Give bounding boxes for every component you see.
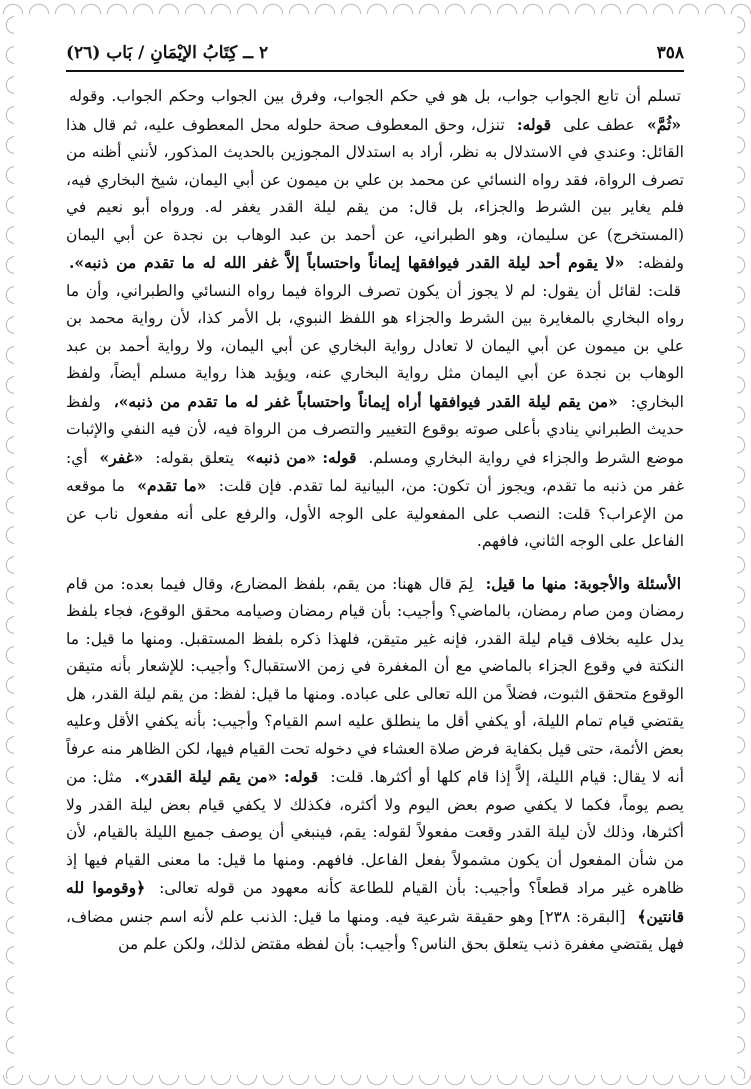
page-header	[66, 40, 684, 66]
paragraph-questions-answers	[66, 570, 684, 959]
decorative-border-left	[0, 10, 14, 1079]
decorative-border-right	[737, 10, 751, 1079]
running-title: ٢ ــ كِتَابُ الإيْمَانِ / بَاب (٢٦)	[66, 43, 269, 63]
text-run: يتعلق بقوله:	[155, 448, 235, 467]
text-run: لِمَ قال ههنا: من يقم، بلفظ المضارع، وقال فيما بعده: من قام رمضان ومن صام رمضان، بالماضي؟ وأجيب: بأن قيام رمضان وصيامه محقق الوقوع، فجاء بلفظ يدل عليه بخلاف قيام ليلة القدر، فإنه غير متيقن، فلهذا ذكره بلفظ المستقبل. ومنها ما قيل: ما النكتة في وقوع الجزاء بالماضي مع أن المغفرة في زمن الاستقبال؟ وأجيب: للإشعار بأنه متيقن الوقوع متحقق الثبوت، فضلاً من الله تعالى على عباده. ومنها ما قيل: لفظ: من يقم ليلة القدر، هل يقتضي قيام تمام الليلة، أو يكفي أقل ما ينطلق عليه اسم القيام؟ وأجيب: بأنه يكفي الأقل وعليه بعض الأئمة، حتى قيل بكفاية فرض صلاة العشاء في دخوله تحت القيام فيها، لكن الظاهر منه عرفاً أنه لا يقال: قيام الليلة، إلاَّ إذا قام كلها أو أكثرها. قلت:	[66, 574, 684, 786]
text-run: ما موقعه من الإعراب؟ قلت: النصب على المفعولية على الوجه الأول، والرفع على أنه مفعول ناب عن الفاعل على الوجه الثاني، فافهم.	[66, 477, 684, 550]
decorative-border-top	[0, 0, 751, 14]
bold-run: «ثُمَّ»	[647, 114, 682, 134]
text-run: تسلم أن تابع الجواب جواب، بل هو في حكم الجواب، وفرق بين الجواب وحكم الجواب. وقوله	[69, 87, 681, 105]
text-run: أي: غفر من ذنبه ما تقدم، ويجوز أن تكون: من، البيانية لما تقدم. فإن قلت:	[66, 448, 684, 495]
text-run: [البقرة: ٢٣٨] وهو حقيقة شرعية فيه. ومنها ما قيل: الذنب علم لأنه اسم جنس مضاف، فهل يقتضي مغفرة ذنب يتعلق بحق الناس؟ وأجيب: بأن لفظه مقتض لذلك، ولكن علم من	[66, 907, 684, 953]
paragraph-commentary	[66, 83, 684, 556]
text-run: ولفظ حديث الطبراني ينادي بأعلى صوته بوقوع التغيير والتصرف من الرواة فيه، لأن فيه النفي والإثبات موضع الشرط والجزاء في رواية البخاري ومسلم.	[66, 392, 684, 467]
header-divider	[66, 70, 684, 72]
text-run: عطف على	[563, 115, 635, 134]
bold-run: «من يقم ليلة القدر فيوافقها أراه إيماناً واحتساباً غفر له ما تقدم من ذنبه»،	[113, 391, 618, 411]
decorative-border-bottom	[0, 1075, 751, 1089]
page-body	[66, 83, 684, 959]
text-run: قلت: لقائل أن يقول: لم لا يجوز أن يكون تصرف الرواة فيما رواه النسائي والطبراني، وأن ما رواه البخاري بالمغايرة بين الشرط والجزاء هو اللفظ النبوي، بل الأمر كذا، لأن رواية محمد بن علي بن ميمون عن أبي اليمان لا تعادل رواية البخاري عن أبي اليمان، ولا رواية أحمد بن عبد الوهاب بن نجدة عن أبي اليمان مثل رواية البخاري عنه، ويؤيد هذا رواية مسلم أيضاً، ولفظ البخاري:	[66, 281, 684, 411]
bold-run: قوله:	[516, 114, 552, 134]
bold-run: قوله: «من ذنبه»	[245, 447, 357, 467]
quran-verse-run: ﴿وقوموا لله قانتين﴾	[66, 878, 684, 926]
bold-run: «ما تقدم»	[137, 476, 207, 495]
page-number: ٣٥٨	[656, 43, 684, 63]
text-run: مثل: من يصم يوماً، فكما لا يكفي صوم بعض اليوم ولا أكثره، فكذلك لا يكفي قيام بعض ليلة القدر ولا أكثرها، وذلك لأن ليلة القدر وقعت مفعولاً لقوله: يقم، فينبغي أن يوصف جميع الليلة بالقيام، لأن من شأن المفعول أن يكون مشمولاً بفعل الفاعل. فافهم. ومنها ما قيل: ما معنى القيام فيها إذ ظاهره غير مراد قطعاً؟ وأجيب: بأن القيام للطاعة كأنه معهود من قوله تعالى:	[66, 768, 684, 897]
bold-run: «لا يقوم أحد ليلة القدر فيوافقها إيماناً واحتساباً إلاَّ غفر الله له ما تقدم من ذنبه».	[69, 253, 625, 272]
text-run: تنزل، وحق المعطوف صحة حلوله محل المعطوف عليه، ثم قال هذا القائل: وعندي في الاستدلال به نظر، أراد به استدلال المجوزين بالحديث المذكور، لأنني أظنه من تصرف الرواة، فقد رواه النسائي عن محمد بن علي بن ميمون عن أبي اليمان، شيخ البخاري فيه، فلم يغاير بين الشرط والجزاء، بل قال: من يقم ليلة القدر يغفر له. ورواه أبو نعيم في (المستخرج) عن سليمان، وهو الطبراني، عن أحمد بن عبد الوهاب بن نجدة عن أبي اليمان ولفظه:	[66, 115, 685, 272]
bold-run: قوله: «من يقم ليلة القدر».	[134, 767, 319, 786]
bold-run: «غفر»	[99, 447, 144, 467]
section-heading-run: الأسئلة والأجوبة: منها ما قيل:	[485, 573, 681, 593]
